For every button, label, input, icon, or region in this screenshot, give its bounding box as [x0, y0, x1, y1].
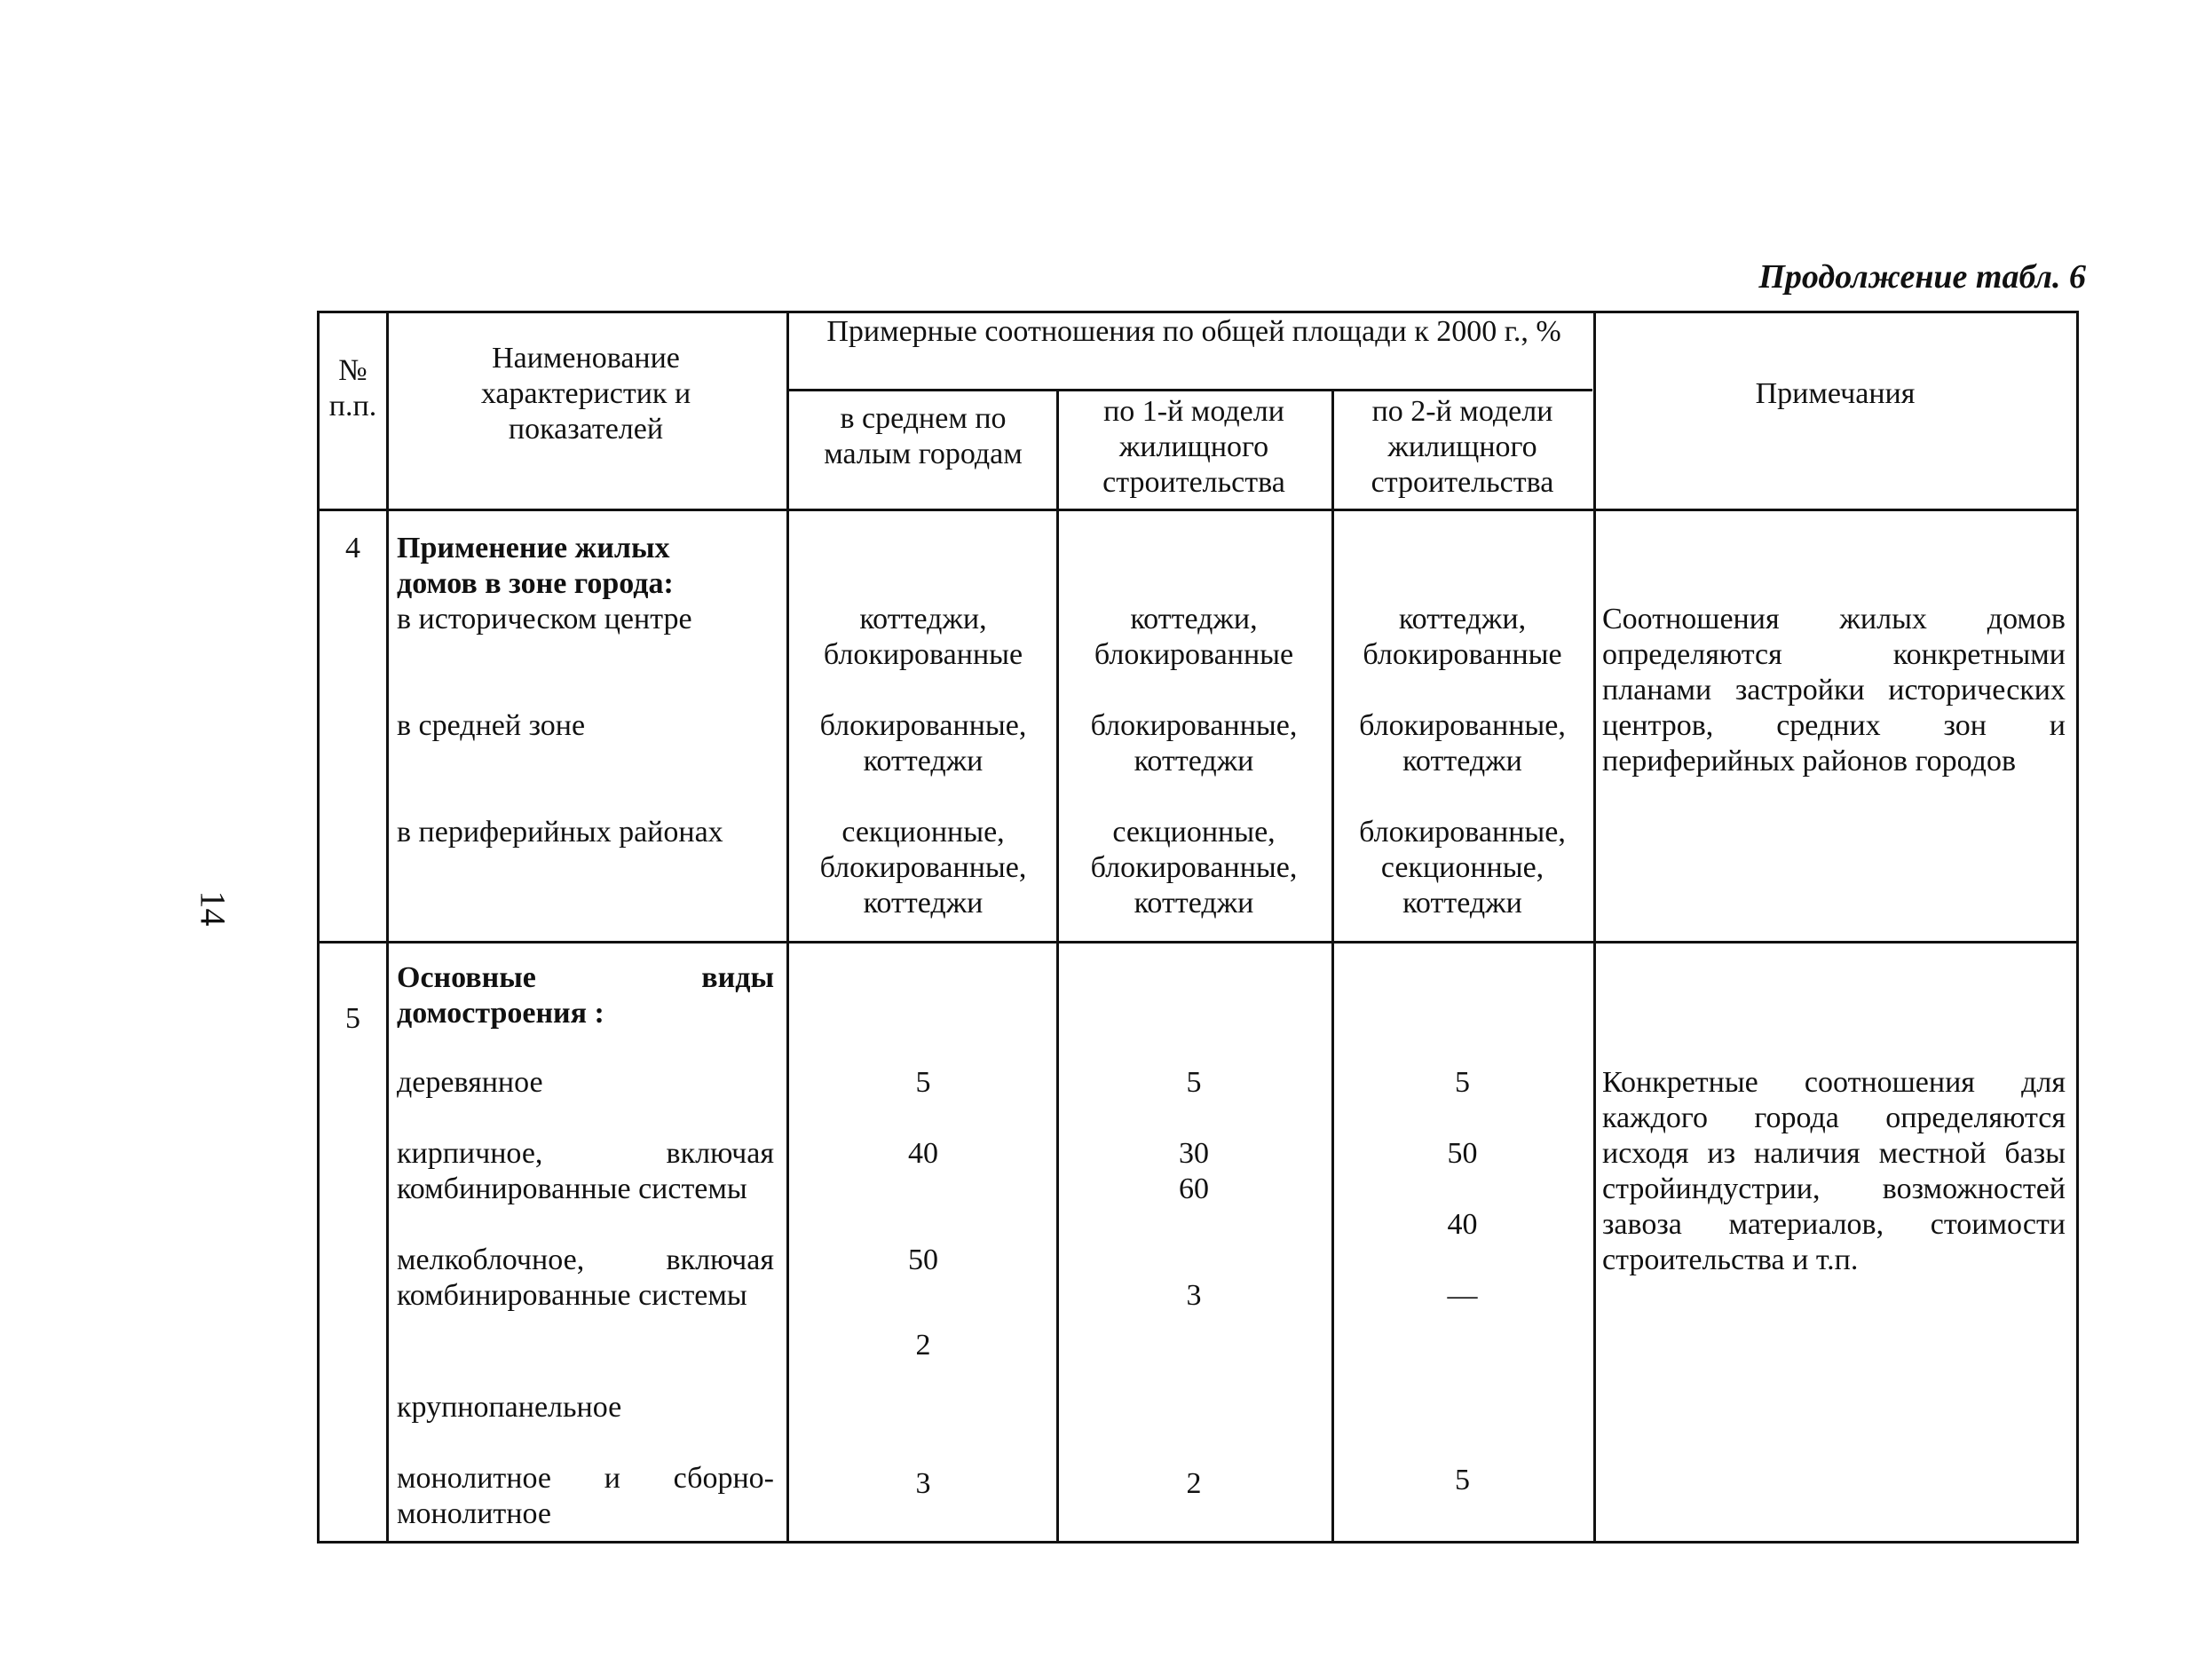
- row4-middle-model-1: блокированные, коттеджи: [1090, 709, 1298, 778]
- row4-periphery-model-1: секционные, блокированные, коттеджи: [1090, 816, 1298, 920]
- header-number-sign: №: [338, 354, 367, 387]
- row4-label-periphery: в периферийных районах: [397, 816, 723, 849]
- row5-col3-value: —: [1447, 1279, 1478, 1312]
- row5-title: Основные виды домостроения :: [397, 961, 774, 1030]
- col-divider-name: [786, 311, 789, 1544]
- col-divider-num: [386, 311, 389, 1544]
- table-caption: Продолжение табл. 6: [1758, 258, 2086, 296]
- row5-col1-value: 40: [908, 1137, 938, 1170]
- row4-number: 4: [345, 532, 360, 565]
- row5-label-brick: кирпичное, включая комбинированные системы: [397, 1137, 774, 1205]
- row5-label-large-panel: крупнопанельное: [397, 1391, 622, 1424]
- header-name: Наименование характеристик и показателей: [480, 342, 691, 446]
- row5-label-wooden: деревянное: [397, 1066, 543, 1099]
- col-divider-sub2: [1331, 389, 1334, 1544]
- table-bottom-border: [317, 1541, 2079, 1544]
- row5-col3-value: 5: [1455, 1464, 1470, 1496]
- row4-label-historic-center: в историческом центре: [397, 603, 692, 636]
- row5-col3-value: 5: [1455, 1066, 1470, 1099]
- row5-col2-value: 30: [1179, 1137, 1209, 1170]
- row5-col1-value: 2: [915, 1329, 931, 1362]
- row4-label-middle-zone: в средней зоне: [397, 709, 586, 742]
- header-number: [320, 353, 386, 424]
- header-notes: Примечания: [1755, 377, 1916, 410]
- row4-historic-model-2: коттеджи, блокированные: [1363, 603, 1562, 671]
- table-right-border: [2076, 311, 2079, 1544]
- row4-historic-small-towns: коттеджи, блокированные: [823, 603, 1023, 671]
- row4-middle-small-towns: блокированные, коттеджи: [819, 709, 1027, 778]
- row5-label-small-block: мелкоблочное, включая комбинированные системы: [397, 1244, 774, 1312]
- header-group: Примерные соотношения по общей площади к 2000 г., %: [826, 315, 1561, 348]
- table-top-border: [317, 311, 2079, 313]
- row4-periphery-model-2: блокированные, секционные, коттеджи: [1359, 816, 1566, 920]
- header-sub-model-2: по 2-й модели жилищного строительства: [1371, 395, 1554, 499]
- row5-label-monolithic: монолитное и сборно-монолитное: [397, 1462, 774, 1530]
- row4-middle-model-2: блокированные, коттеджи: [1359, 709, 1566, 778]
- row5-col3-value: 50: [1447, 1137, 1478, 1170]
- header-bottom-border: [317, 509, 2079, 511]
- col-divider-sub3: [1593, 311, 1596, 1544]
- table-left-border: [317, 311, 320, 1544]
- row4-note: Соотношения жилых домов определяются конкретными планами застройки исторических центров, средних зон и периферийных районов городов: [1602, 603, 2066, 778]
- row5-col1-value: 5: [915, 1066, 931, 1099]
- col-divider-sub1: [1056, 389, 1059, 1544]
- row5-col1-value: 50: [908, 1244, 938, 1276]
- row5-note: Конкретные соотношения для каждого города определяются исходя из наличия местной базы стройиндустрии, возможностей завоза материалов, стоимости строительства и т.п.: [1602, 1066, 2066, 1276]
- row5-col2-value: 60: [1179, 1172, 1209, 1205]
- row5-col3-value: 40: [1447, 1208, 1478, 1241]
- header-sub-model-1: по 1-й модели жилищного строительства: [1102, 395, 1285, 499]
- row4-periphery-small-towns: секционные, блокированные, коттеджи: [819, 816, 1027, 920]
- row5-number: 5: [345, 1002, 360, 1035]
- row5-col2-value: 5: [1186, 1066, 1202, 1099]
- header-number-abbr: п.п.: [328, 390, 377, 422]
- header-sub-small-towns: в среднем по малым городам: [824, 402, 1023, 470]
- page-number: 14: [193, 890, 233, 927]
- row4-title: Применение жилых домов в зоне города:: [397, 532, 674, 600]
- row-divider: [317, 941, 2079, 943]
- row5-col1-value: 3: [915, 1467, 931, 1500]
- row5-col2-value: 3: [1186, 1279, 1202, 1312]
- header-group-divider: [788, 389, 1592, 391]
- row5-col2-value: 2: [1186, 1467, 1202, 1500]
- row4-historic-model-1: коттеджи, блокированные: [1094, 603, 1294, 671]
